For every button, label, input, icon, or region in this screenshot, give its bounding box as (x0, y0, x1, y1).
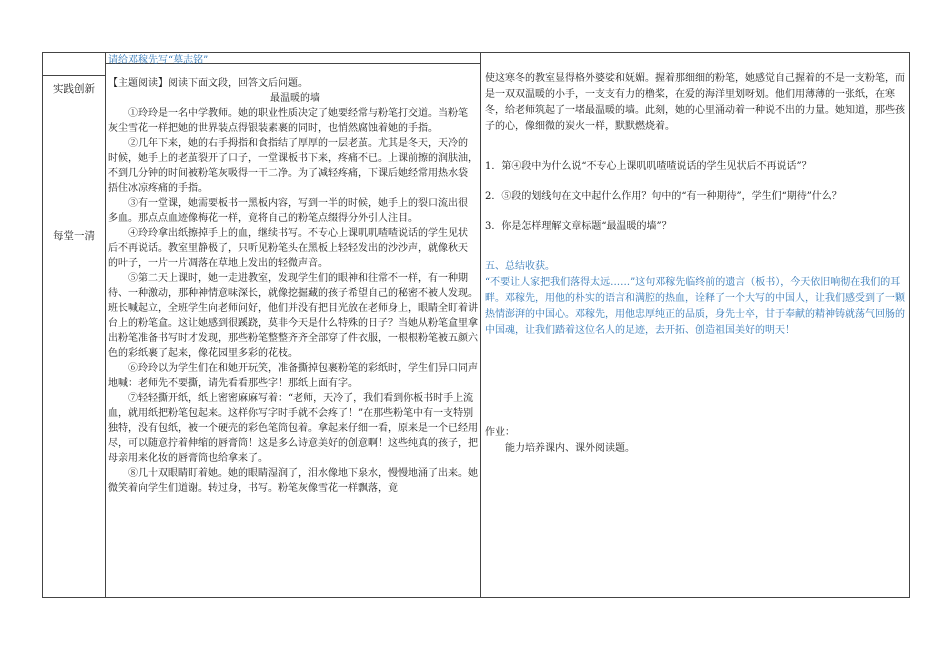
task-line: 请给邓稼先写“墓志铭” (108, 55, 209, 66)
essay-paragraph-5: ⑤第二天上课时，她一走进教室，发现学生们的眼神和往常不一样，有一种期待、一种激动，那种神情意味深长，就像挖掘藏的孩子希望自己的秘密不被人发现。班长喊起立，全班学生向老师问好，他们并没有把目光放在老师身上，眼睛全盯着讲台上的粉笔盒。这让她感到很蹊跷，莫非今天是什么特殊的日子？当她从粉笔盒里拿出粉笔准备书写时才发现，那些粉笔整整齐齐全部穿了件衣服，一根根粉笔被五颜六色的彩纸裹了起来，像花园里多彩的花枝。 (108, 273, 478, 359)
homework-text: 能力培养课内、课外阅读题。 (505, 443, 635, 454)
question-3: 3．你是怎样理解文章标题“最温暖的墙”？ (485, 221, 672, 232)
essay-line: ③有一堂课，她需要板书一黑板内容，写到一半的时候，她手上的裂口流出很 (128, 198, 468, 209)
essay-line: 多血。那点点血迹像梅花一样，竟将自己的粉笔点缀得分外引人注目。 (108, 213, 418, 224)
essay-line: 后不再说话。教室里静极了，只听见粉笔头在黑板上轻轻发出的沙沙声，就像秋天 (108, 243, 468, 254)
questions-column (485, 71, 905, 457)
row-label-practice: 实践创新 (53, 83, 95, 95)
essay-title: 最温暖的墙 (270, 93, 320, 104)
question-2: 2．⑤段的划线句在文中起什么作用？句中的“有一种期待”，学生们“期待”什么？ (485, 191, 842, 202)
summary-text: “不要让人家把我们落得太远……”这句邓稼先临终前的遗言（板书），今天依旧响彻在我们的耳畔。邓稼先，用他的朴实的语言和满腔的热血，诠释了一个大写的中国人，让我们感受到了一颗热情澎湃的中国心。邓稼先，用他忠厚纯正的品质，身先士卒，甘于奉献的精神铸就荡气回肠的中国魂，让我们踏着这位名人的足迹，去开拓、创造祖国美好的明天！ (485, 277, 905, 336)
summary-heading: 五、总结收获。 (485, 261, 555, 272)
essay-line: 不到几分钟的时间被粉笔灰吸得一干二净。为了减轻疼痛，下课后她经常用热水袋 (108, 168, 468, 179)
essay-line: ①玲玲是一名中学教师。她的职业性质决定了她要经常与粉笔打交道。当粉笔 (128, 108, 468, 119)
reading-column (108, 55, 482, 496)
lesson-plan-table (42, 52, 910, 598)
essay-line: 的叶子，一片一片凋落在草地上发出的轻微声音。 (108, 258, 328, 269)
column-divider-1 (105, 53, 106, 597)
row-divider (43, 75, 105, 76)
essay-line: 时候，她手上的老茧裂开了口子，一堂课板书下来，疼痛不已。上课前擦的润肤油， (108, 153, 478, 164)
essay-line: 灰尘雪花一样把她的世界装点得银装素裹的同时，也悄然腐蚀着她的手指。 (108, 123, 438, 134)
essay-paragraph-6: ⑥玲玲以为学生们在和她开玩笑，准备撕掉包裹粉笔的彩纸时，学生们异口同声地喊：老师先不要撕，请先看看那些字！那纸上面有字。 (108, 363, 478, 389)
reading-intro: 【主题阅读】阅读下面文段，回答文后问题。 (108, 78, 308, 89)
question-1: 1．第④段中为什么说“不专心上课叽叽喳喳说话的学生见状后不再说话”？ (485, 161, 812, 172)
essay-continuation: 使这寒冬的教室显得格外婆娑和妩媚。握着那细细的粉笔，她感觉自己握着的不是一支粉笔，而是一双双温暖的小手，一支支有力的橹桨，在爱的海洋里划呀划。他们用薄薄的一张纸，在寒冬，给老师筑起了一堵最温暖的墙。此刻，她的心里涌动着一种说不出的力量。她知道，那些孩子的心，像细微的炭火一样，默默燃烧着。 (485, 73, 905, 132)
essay-line: ②几年下来，她的右手拇指和食指结了厚厚的一层老茧。尤其是冬天，天冷的 (128, 138, 468, 149)
homework-label: 作业： (485, 427, 515, 438)
essay-paragraph-7: ⑦轻轻撕开纸，纸上密密麻麻写着：“老师，天冷了，我们看到你板书时手上流血，就用纸把粉笔包起来。这样你写字时手就不会疼了！”在那些粉笔中有一支特别独特，没有包纸，被一个硬壳的彩色笔筒包着。拿起来仔细一看，原来是一个已经用尽，可以随意拧着伸缩的唇膏筒！这是多么诗意美好的创意啊！这些纯真的孩子，把母亲用来化妆的唇膏筒也给拿来了。 (108, 393, 478, 464)
essay-line: 捂住冰凉疼痛的手指。 (108, 183, 208, 194)
essay-paragraph-8: ⑧几十双眼睛盯着她。她的眼睛湿润了，泪水像地下泉水，慢慢地涌了出来。她微笑着向学生们道谢。转过身，书写。粉笔灰像雪花一样飘落，竟 (108, 468, 478, 494)
row-label-daily: 每堂一清 (53, 230, 95, 242)
essay-line: ④玲玲拿出纸擦掉手上的血，继续书写。不专心上课叽叽喳喳说话的学生见状 (128, 228, 468, 239)
